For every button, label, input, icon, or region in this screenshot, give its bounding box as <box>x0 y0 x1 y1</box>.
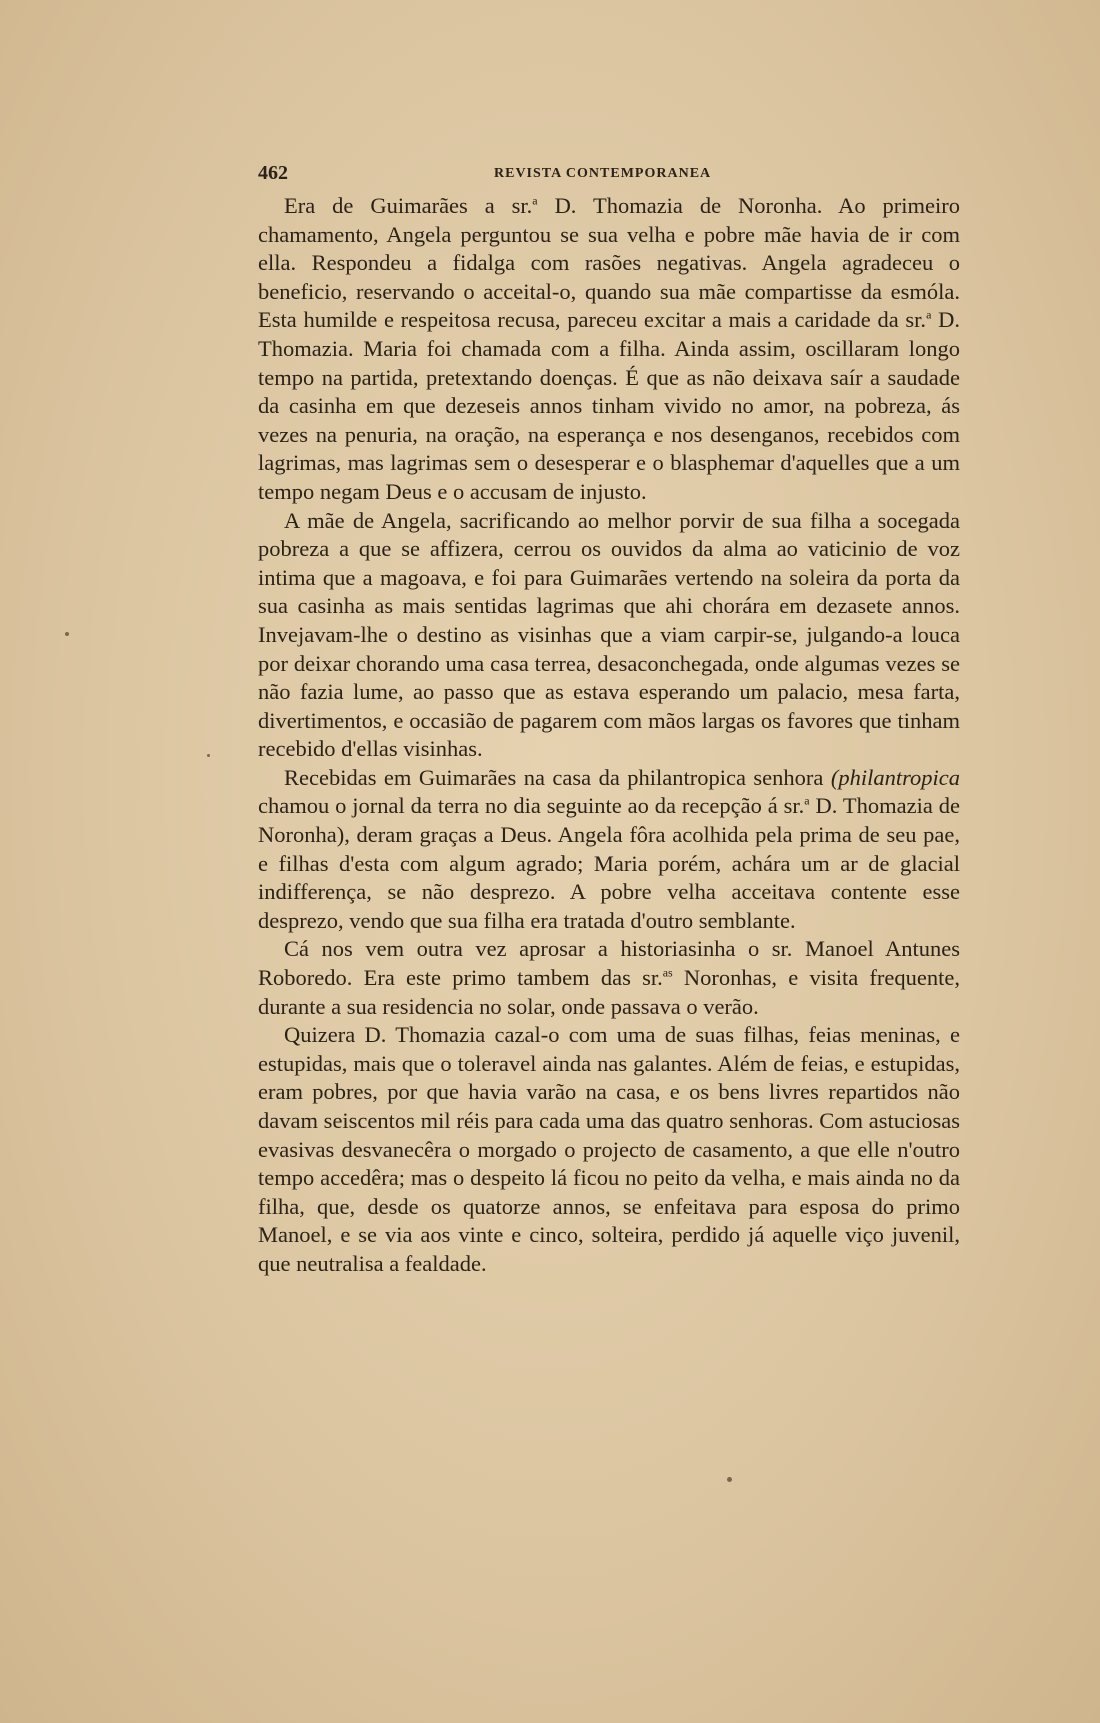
ink-speck <box>207 754 210 757</box>
text-run: D. Thomazia de Noronha. Ao primeiro chamamento, Angela perguntou se sua velha e pobre mãe havia de ir com ella. Respondeu a fidalga com rasões negativas. Angela agradeceu o beneficio, reservando o acceital-o, quando sua mãe compartisse da esmóla. Esta humilde e respeitosa recusa, pareceu excitar a mais a caridade da sr. <box>258 193 960 333</box>
abbrev-superscript: a <box>926 307 932 322</box>
text-run: Recebidas em Guimarães na casa da philantropica senhora <box>284 764 831 790</box>
text-run: D. Thomazia de Noronha), deram graças a Deus. Angela fôra acolhida pela prima de seu pae, e filhas d'esta com algum agrado; Maria porém, achára um ar de glacial indifferença, se não desprezo. A pobre velha acceitava contente esse desprezo, vendo que sua filha era tratada d'outro semblante. <box>258 793 960 933</box>
paragraph <box>258 1021 960 1278</box>
text-run: Cá nos vem outra vez aprosar a historiasinha o sr. Manoel Antunes Roboredo. Era este primo tambem das sr. <box>258 936 960 991</box>
running-head <box>258 158 960 188</box>
abbrev-superscript: a <box>804 793 810 808</box>
abbrev-superscript: a <box>532 193 538 208</box>
paragraph <box>258 764 960 936</box>
ink-speck <box>727 1477 732 1482</box>
abbrev-superscript: as <box>662 965 673 980</box>
paragraph <box>258 192 960 507</box>
text-run: Quizera D. Thomazia cazal-o com uma de suas filhas, feias meninas, e estupidas, mais que o toleravel ainda nas galantes. Além de feias, e estupidas, eram pobres, por que havia varão na casa, e os bens livres repartidos não davam seiscentos mil réis para cada uma das quatro senhoras. Com astuciosas evasivas desvanecêra o morgado o projecto de casamento, a que elle n'outro tempo accedêra; mas o despeito lá ficou no peito da velha, e mais ainda no da filha, que, desde os quatorze annos, se enfeitava para esposa do primo Manoel, e se via aos vinte e cinco, solteira, perdido já aquelle viço juvenil, que neutralisa a fealdade. <box>258 1022 960 1276</box>
paragraph <box>258 507 960 764</box>
text-run: Era de Guimarães a sr. <box>284 193 533 218</box>
text-run: Noronhas, e visita frequente, durante a sua residencia no solar, onde passava o verão. <box>258 965 960 1019</box>
text-run: A mãe de Angela, sacrificando ao melhor porvir de sua filha a socegada pobreza a que se affizera, cerrou os ouvidos da alma ao vaticinio de voz intima que a magoava, e foi para Guimarães vertendo na soleira da porta da sua casinha as mais sentidas lagrimas que ahi chorára em dezasete annos. Invejavam-lhe o destino as visinhas que a viam carpir-se, julgando-a louca por deixar chorando uma casa terrea, desaconchegada, onde algumas vezes se não fazia lume, ao passo que as estava esperando um palacio, mesa farta, divertimentos, e occasião de pagarem com mãos largas os favores que tinham recebido d'ellas visinhas. <box>258 507 960 762</box>
text-run: D. Thomazia. Maria foi chamada com a filha. Ainda assim, oscillaram longo tempo na partida, pretextando doenças. É que as não deixava saír a saudade da casinha em que dezeseis annos tinham vivido no amor, na pobreza, ás vezes na penuria, na oração, na esperança e nos desenganos, recebidos com lagrimas, mas lagrimas sem o desesperar e o blasphemar d'aquelles que a um tempo negam Deus e o accusam de injusto. <box>258 307 961 504</box>
body-text <box>258 192 960 1279</box>
paragraph <box>258 935 960 1021</box>
running-title: REVISTA CONTEMPORANEA <box>494 166 712 181</box>
ink-speck <box>65 632 69 636</box>
book-page <box>258 158 960 1279</box>
text-run: chamou o jornal da terra no dia seguinte ao da recepção á sr. <box>258 793 805 819</box>
page-number: 462 <box>258 162 288 184</box>
italic-text: (philantropica <box>830 764 960 790</box>
